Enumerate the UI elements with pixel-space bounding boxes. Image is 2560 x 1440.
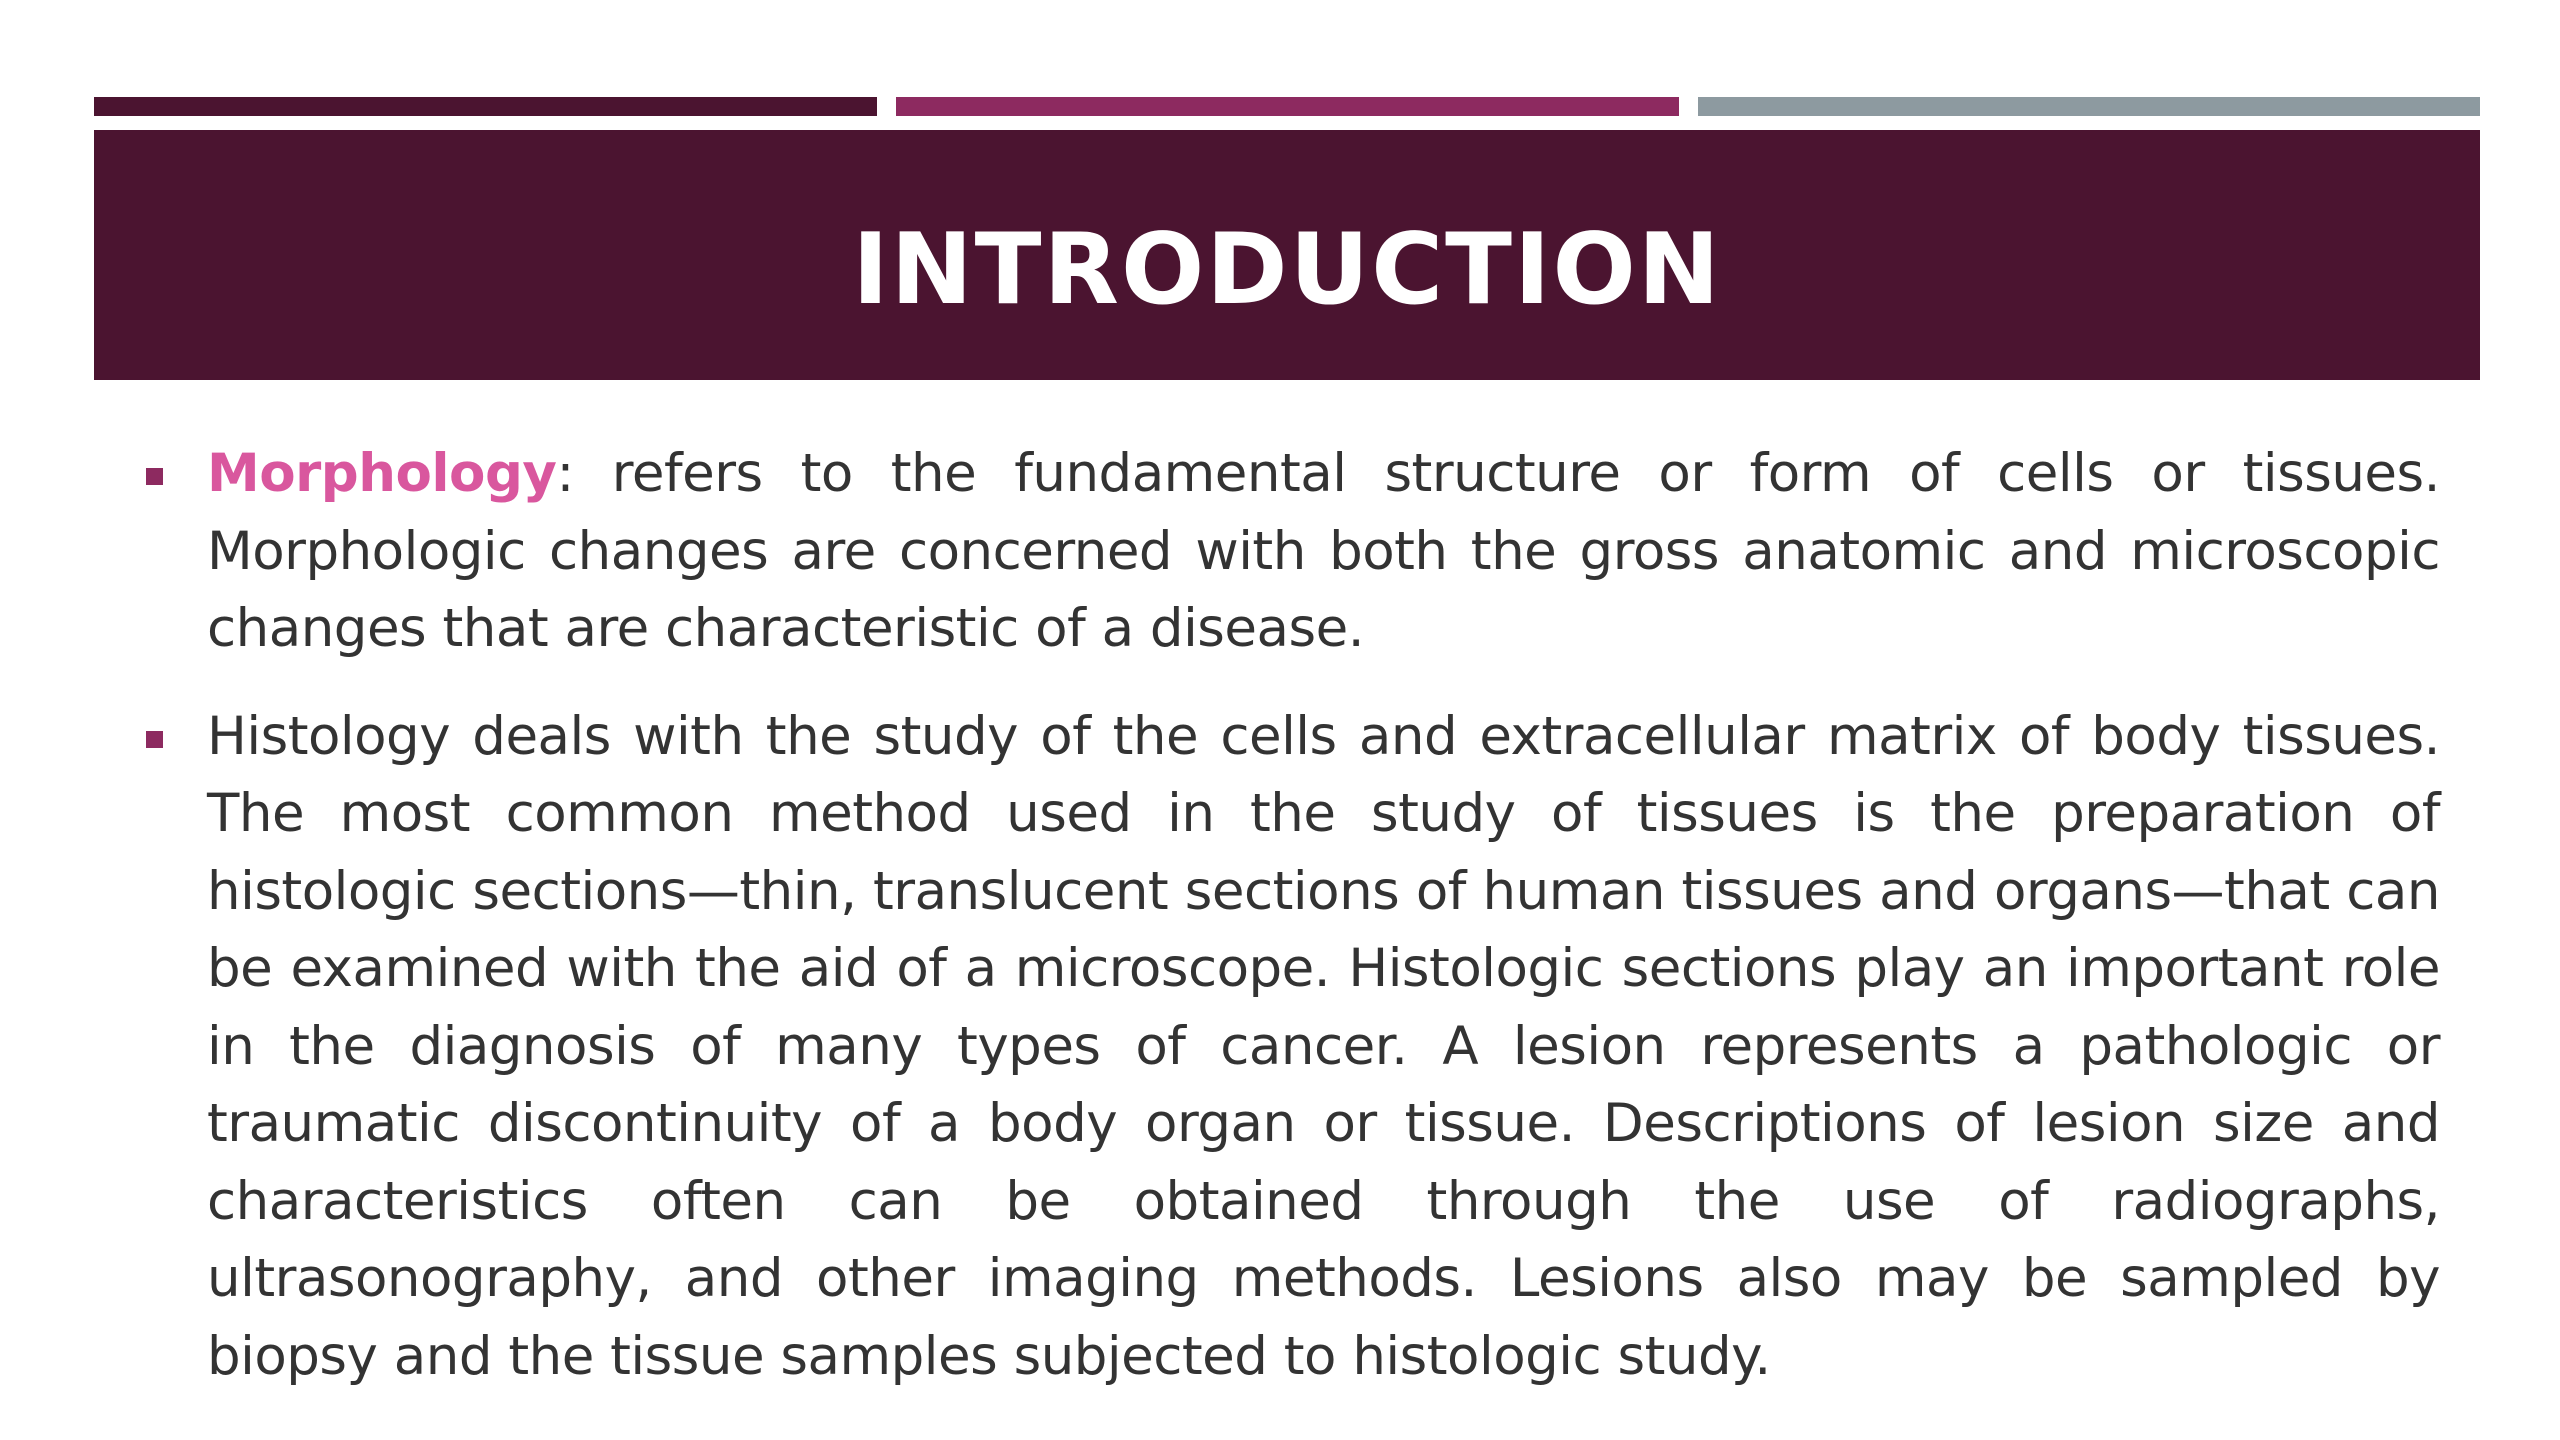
square-bullet-icon <box>146 731 163 748</box>
accent-bar-dark <box>94 97 877 116</box>
bullet-text <box>207 435 2440 668</box>
highlighted-term: Morphology <box>207 443 557 504</box>
bullet-item-morphology <box>140 435 2440 668</box>
bullet-text <box>207 698 2440 1396</box>
accent-bar-magenta <box>896 97 1679 116</box>
title-band <box>94 130 2480 380</box>
bullet-body: : refers to the fundamental structure or form of cells or tissues. Morphologic changes are concerned with both the gross anatomic and microscopic changes that are characteristic of a disease. <box>207 443 2440 659</box>
square-bullet-icon <box>146 468 163 485</box>
accent-bar-gray <box>1698 97 2480 116</box>
slide-title: INTRODUCTION <box>852 213 1722 327</box>
bullet-item-histology <box>140 698 2440 1396</box>
bullet-body: Histology deals with the study of the cells and extracellular matrix of body tissues. The most common method used in the study of tissues is the preparation of histologic sections—thin, translucent sections of human tissues and organs—that can be examined with the aid of a microscope. Histologic sections play an important role in the diagnosis of many types of cancer. A lesion represents a pathologic or traumatic discontinuity of a body organ or tissue. Descriptions of lesion size and characteristics often can be obtained through the use of radiographs, ultrasonography, and other imaging methods. Lesions also may be sampled by biopsy and the tissue samples subjected to histologic study. <box>207 705 2440 1387</box>
slide-content <box>140 435 2440 1425</box>
